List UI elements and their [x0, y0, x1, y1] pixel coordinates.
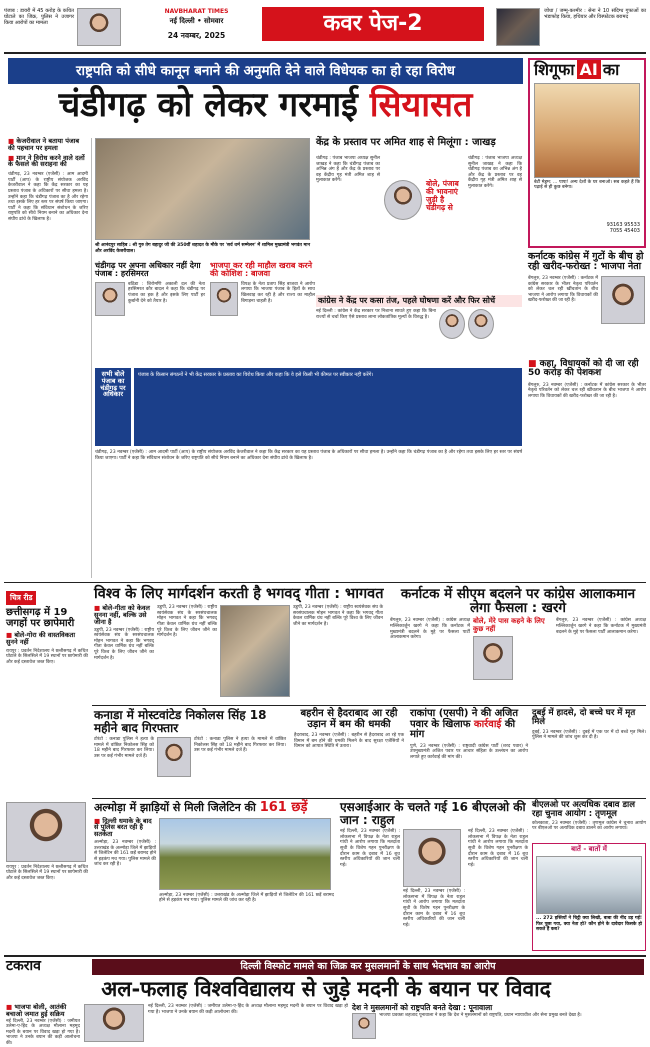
masthead-date: 24 नवम्बर, 2025	[167, 31, 226, 40]
bhagwat-body-3: उडुपी, 23 नवम्बर (एजेंसी) : राष्ट्रीय स्वयंसेवक संघ के सरसंघचालक मोहन भागवत ने कहा कि भगवद् गीता केवल धार्मिक ग्रंथ नहीं बल्कि पूरे विश्व के लिए जीवन जीने का मार्गदर्शन है।	[293, 605, 383, 627]
page-title: कवर पेज-2	[323, 11, 423, 36]
bahrain-headline: बहरीन से हैदराबाद आ रही उड़ान में बम की धमकी	[300, 708, 398, 730]
chitra-body: रायपुर : प्रवर्तन निदेशालय ने छत्तीसगढ़ में कथित घोटाले के सिलसिले में 19 स्थानों पर छापेमारी की और कई दस्तावेज जब्त किए।	[6, 648, 88, 665]
shigufa-suffix: का	[602, 60, 620, 79]
cartoon-image	[536, 856, 642, 914]
almora-headline-b: 161 छड़ें	[259, 800, 308, 815]
lead-photo	[95, 138, 310, 240]
left-teaser-box	[4, 6, 122, 48]
bahrain-story	[294, 709, 404, 795]
jakhar-photo	[384, 180, 422, 220]
rahul-story	[340, 801, 528, 951]
bajwa-photo	[210, 282, 238, 316]
shigufa-box	[528, 58, 646, 248]
shigufa-word: शिगूफा	[534, 60, 575, 79]
bottom-kicker-bar	[92, 959, 644, 975]
lead-kicker: राष्ट्रपति को सीधे कानून बनाने की अनुमति देने वाले विधेयक का हो रहा विरोध	[76, 63, 455, 79]
karnataka-side-headline: कर्नाटक कांग्रेस में गुटों के बीच हो रही खरीद-फरोख्त : भाजपा नेता	[528, 251, 644, 272]
bottom-kicker-row	[6, 959, 646, 977]
rahul-body-3: नई दिल्ली, 23 नवम्बर (एजेंसी) : लोकसभा में विपक्ष के नेता राहुल गांधी ने आरोप लगाया कि मतदाता सूची के विशेष गहन पुनरीक्षण के दौरान काम के दबाव में 16 बूथ स्तरीय अधिकारियों की जान चली गई।	[468, 829, 528, 868]
chitra-label: चित्र रीड	[6, 591, 36, 605]
ncp-headline	[410, 709, 528, 741]
masthead	[134, 5, 484, 45]
almora-body-2: अल्मोड़ा, 23 नवम्बर (एजेंसी) : उत्तराखंड के अल्मोड़ा जिले में झाड़ियों से जिलेटिन की 161 छड़ें बरामद होने से हड़कंप मच गया। पुलिस मामले की जांच कर रही है।	[159, 892, 334, 904]
shigufa-phone: 93163 95533	[606, 221, 640, 228]
bottom-body-2: नई दिल्ली, 23 नवम्बर (एजेंसी) : जमीयत उलेमा-ए-हिंद के अध्यक्ष मौलाना महमूद मदनी के बयान पर विवाद खड़ा हो गया है। भाजपा ने उनके बयान की कड़ी आलोचना की।	[148, 1004, 348, 1015]
masthead-rule	[4, 52, 646, 54]
page-title-bar	[262, 7, 484, 41]
publication-name: NAVBHARAT TIMES	[164, 8, 229, 15]
bottom-photo	[84, 1004, 144, 1042]
lead-headline-accent: सियासत	[369, 85, 473, 125]
ncp-headline-b: कार्रवाई	[473, 718, 502, 730]
almora-story	[94, 801, 334, 951]
bottom-headline: अल-फलाह विश्वविद्यालय से जुड़े मदनी के बयान पर विवाद	[101, 977, 551, 1001]
canada-body-2: टोरंटो : कनाडा पुलिस ने हत्या के मामले में वांछित निकोलस सिंह को 18 महीने बाद गिरफ्तार कर लिया। उस पर कई गंभीर मामले दर्ज हैं।	[194, 737, 286, 754]
poonawalla-story	[352, 1004, 646, 1042]
poonawalla-body: भाजपा प्रवक्ता शहजाद पूनावाला ने कहा कि देश ने मुसलमानों को राष्ट्रपति, प्रधान न्यायाधीश और सेना प्रमुख बनते देखा है।	[379, 1012, 582, 1018]
harsimrat-photo	[95, 282, 125, 316]
bottom-bullet: ■ भाजपा बोली, आतंकी बचाओ जमात हुई सक्रिय	[6, 1004, 80, 1018]
bhagwat-body: उडुपी, 23 नवम्बर (एजेंसी) : राष्ट्रीय स्वयंसेवक संघ के सरसंघचालक मोहन भागवत ने कहा कि भगवद् गीता केवल धार्मिक ग्रंथ नहीं बल्कि पूरे विश्व के लिए जीवन जीने का मार्गदर्शन है।	[94, 627, 154, 661]
tmc-body: कोलकाता, 23 नवम्बर (एजेंसी) : तृणमूल कांग्रेस ने चुनाव आयोग पर बीएलओ पर अत्यधिक दबाव डालने का आरोप लगाया।	[532, 820, 646, 832]
cartoon-title: बातें - बातों में	[571, 845, 607, 853]
dubai-body: दुबई, 23 नवम्बर (एजेंसी) : दुबई में एक घर में दो बच्चे मृत मिले। पुलिस ने मामले की जांच शुरू कर दी है।	[532, 729, 646, 741]
right-teaser: जोधा / जम्मू-कश्मीर : सेना ने 10 संदिग्ध गुफाओं का भंडाफोड़ किया, हथियार और विस्फोटक बरामद	[544, 8, 646, 20]
shigufa-ai: AI	[577, 60, 601, 79]
cong-photo-1	[439, 309, 465, 339]
lead-left-column	[8, 138, 88, 578]
lead-kicker-bar	[8, 58, 523, 84]
left-teaser: पंजाब : डायरी में 45 करोड़ के कथित घोटाले का जिक्र, पुलिस ने उजागर किया आरोपों का मामला	[4, 8, 74, 26]
bajwa-body: विपक्ष के नेता प्रताप सिंह बाजवा ने आरोप लगाया कि भाजपा पंजाब के हितों के साथ खिलवाड़ कर रही है और राज्य का माहौल बिगाड़ना चाहती है।	[241, 281, 315, 304]
rahul-body-2: नई दिल्ली, 23 नवम्बर (एजेंसी) : लोकसभा में विपक्ष के नेता राहुल गांधी ने आरोप लगाया कि मतदाता सूची के विशेष गहन पुनरीक्षण के दौरान काम के दबाव में 16 बूथ स्तरीय अधिकारियों की जान चली गई।	[403, 889, 465, 928]
harsimrat-story	[95, 262, 205, 362]
shigufa-phone-2: 7055 45403	[609, 227, 640, 234]
cong-photo-2	[468, 309, 494, 339]
bhagwat-bullet: ■ बोले-गीता को केवल सुनना नहीं, बल्कि उसे जीना है	[94, 605, 154, 625]
kharge-body: बेंगलुरु, 23 नवम्बर (एजेंसी) : कांग्रेस अध्यक्ष मल्लिकार्जुन खरगे ने कहा कि कर्नाटक में मुख्यमंत्री बदलने के मुद्दे पर फैसला पार्टी आलाकमान करेगा।	[390, 618, 470, 641]
rahul-body: नई दिल्ली, 23 नवम्बर (एजेंसी) : लोकसभा में विपक्ष के नेता राहुल गांधी ने आरोप लगाया कि मतदाता सूची के विशेष गहन पुनरीक्षण के दौरान काम के दबाव में 16 बूथ स्तरीय अधिकारियों की जान चली गई।	[340, 829, 400, 868]
harsimrat-body: बठिंडा : शिरोमणि अकाली दल की नेता हरसिमरत कौर बादल ने कहा कि चंडीगढ़ पर पंजाब का हक है और इसके लिए पार्टी हर कुर्बानी देने को तैयार है।	[128, 281, 205, 304]
jakhar-headline: केंद्र के प्रस्ताव पर अमित शाह से मिलूंगा : जाखड़	[316, 137, 496, 148]
jakhar-body: चंडीगढ़ : पंजाब भाजपा अध्यक्ष सुनील जाखड़ ने कहा कि चंडीगढ़ पंजाब का अभिन्न अंग है और केंद्र के प्रस्ताव पर वह केंद्रीय गृह मंत्री अमित शाह से मुलाकात करेंगे।	[316, 156, 380, 184]
bhagwat-headline: विश्व के लिए मार्गदर्शन करती है भगवद् गीता : भागवत	[94, 586, 384, 602]
bhagwat-story	[94, 587, 384, 702]
poonawalla-photo	[352, 1013, 376, 1039]
almora-photo	[159, 818, 331, 890]
jakhar-body-2: चंडीगढ़ : पंजाब भाजपा अध्यक्ष सुनील जाखड़ ने कहा कि चंडीगढ़ पंजाब का अभिन्न अंग है और केंद्र के प्रस्ताव पर वह केंद्रीय गृह मंत्री अमित शाह से मुलाकात करेंगे।	[468, 156, 522, 189]
lead-bullet-2: ■ मान ने विरोध करने वाले दलों के फैसले की सराहना की	[8, 155, 88, 169]
bottom-kicker: दिल्ली विस्फोट मामले का जिक्र कर मुसलमानों के साथ भेदभाव का आरोप	[240, 961, 496, 972]
rahul-headline: एसआईआर के चलते गई 16 बीएलओ की जान : राहुल	[340, 800, 526, 827]
bottom-tag: टकराव	[6, 958, 41, 974]
chitra-photo	[6, 802, 86, 862]
kharge-body-2: बेंगलुरु, 23 नवम्बर (एजेंसी) : कांग्रेस अध्यक्ष मल्लिकार्जुन खरगे ने कहा कि कर्नाटक में मुख्यमंत्री बदलने के मुद्दे पर फैसला पार्टी आलाकमान करेगा।	[556, 618, 646, 635]
karnataka-side-story	[528, 252, 646, 577]
lead-body: चंडीगढ़, 23 नवम्बर (एजेंसी) : आम आदमी पार्टी (आप) के राष्ट्रीय संयोजक अरविंद केजरीवाल ने कहा कि केंद्र सरकार का यह प्रस्ताव पंजाब के अधिकारों पर सीधा हमला है। उन्होंने कहा कि चंडीगढ़ पंजाब का है और रहेगा तथा इसके लिए हर स्तर पर संघर्ष किया जाएगा। पार्टी ने कहा कि संविधान संशोधन के जरिए राष्ट्रपति को सीधे नियम बनाने का अधिकार देना संघीय ढांचे के खिलाफ है।	[8, 172, 88, 222]
lead-photo-caption: श्री आनंदपुर साहिब : श्री गुरु तेग बहादुर जी की 350वीं शहादत के मौके पर 'सर्व धर्म सम्मेलन' में शामिल मुख्यमंत्री भगवंत मान और अरविंद केजरीवाल।	[95, 243, 310, 254]
kharge-photo	[473, 636, 513, 680]
lead-headline-main: चंडीगढ़ को लेकर गरमाई	[58, 85, 358, 125]
lead-continuation: चंडीगढ़, 23 नवम्बर (एजेंसी) : आम आदमी पार्टी (आप) के राष्ट्रीय संयोजक अरविंद केजरीवाल ने कहा कि केंद्र सरकार का यह प्रस्ताव पंजाब के अधिकारों पर सीधा हमला है। उन्होंने कहा कि चंडीगढ़ पंजाब का है और रहेगा तथा इसके लिए हर स्तर पर संघर्ष किया जाएगा। पार्टी ने कहा कि संविधान संशोधन के जरिए राष्ट्रपति को सीधे नियम बनाने का अधिकार देना संघीय ढांचे के खिलाफ है।	[95, 450, 522, 461]
shigufa-caption: बेटी मेड्रम: ... पापा! अन्य देशों के घर बनाओ। सब कहते हैं कि पढ़ाई से ही कुछ बनेगा।	[534, 179, 640, 191]
bhagwat-photo	[220, 605, 290, 697]
red-side-box	[95, 368, 131, 446]
almora-bullet: ■ दिल्ली धमाके के बाद से पुलिस बरत रही है सतर्कता	[94, 818, 156, 838]
jakhar-quote: बोले, पंजाब की भावनाएं जुड़ी है चंडीगढ़ से	[426, 179, 459, 212]
almora-headline	[94, 801, 334, 815]
almora-body: अल्मोड़ा, 23 नवम्बर (एजेंसी) : उत्तराखंड के अल्मोड़ा जिले में झाड़ियों से जिलेटिन की 161 छड़ें बरामद होने से हड़कंप मच गया। पुलिस मामले की जांच कर रही है।	[94, 840, 156, 868]
section-rule-2	[92, 705, 646, 706]
canada-story	[94, 709, 289, 795]
karnataka-side-body-2: बेंगलुरु, 23 नवम्बर (एजेंसी) : कर्नाटक में कांग्रेस सरकार के भीतर नेतृत्व परिवर्तन को लेकर चल रही खींचतान के बीच भाजपा ने आरोप लगाया कि विधायकों की खरीद-फरोख्त की जा रही है।	[528, 382, 646, 399]
section-rule	[4, 582, 646, 583]
cong-story	[316, 295, 522, 355]
canada-body: टोरंटो : कनाडा पुलिस ने हत्या के मामले में वांछित निकोलस सिंह को 18 महीने बाद गिरफ्तार कर लिया। उस पर कई गंभीर मामले दर्ज हैं।	[94, 737, 154, 759]
section-rule-3	[92, 798, 646, 799]
bottom-rule	[4, 955, 646, 957]
lead-bullet-1: ■ केजरीवाल ने बताया पंजाब की पहचान पर हमला	[8, 138, 88, 152]
chitra-body-2: रायपुर : प्रवर्तन निदेशालय ने छत्तीसगढ़ में कथित घोटाले के सिलसिले में 19 स्थानों पर छापेमारी की और कई दस्तावेज जब्त किए।	[6, 864, 88, 881]
chitra-column	[6, 585, 88, 955]
cartoon-box	[532, 843, 646, 951]
lead-headline	[8, 85, 523, 132]
poonawalla-headline: देश ने मुसलमानों को राष्ट्रपति बनते देखा : पूनावाला	[352, 1003, 493, 1012]
right-teaser-photo	[496, 8, 540, 46]
divider	[91, 138, 92, 578]
kharge-quote: बोले, मेरे पास कहने के लिए कुछ नहीं	[473, 617, 545, 633]
right-teaser-box	[496, 6, 646, 48]
bahrain-body: हैदराबाद, 23 नवम्बर (एजेंसी) : बहरीन से हैदराबाद आ रहे एक विमान में बम होने की धमकी मिलने के बाद सुरक्षा एजेंसियों ने विमान को आपात स्थिति में उतारा।	[294, 733, 404, 750]
kisan-box	[134, 368, 522, 446]
bhagwat-body-2: उडुपी, 23 नवम्बर (एजेंसी) : राष्ट्रीय स्वयंसेवक संघ के सरसंघचालक मोहन भागवत ने कहा कि भगवद् गीता केवल धार्मिक ग्रंथ नहीं बल्कि पूरे विश्व के लिए जीवन जीने का मार्गदर्शन है।	[157, 605, 217, 639]
rahul-photo	[403, 829, 461, 887]
canada-photo	[157, 737, 191, 777]
cong-body: नई दिल्ली : कांग्रेस ने केंद्र सरकार पर निशाना साधते हुए कहा कि बिना राज्यों से चर्चा किए ऐसे प्रस्ताव लाना लोकतांत्रिक मूल्यों के विरुद्ध है।	[316, 309, 436, 320]
bajwa-story	[210, 262, 315, 362]
ncp-body: पुणे, 23 नवम्बर (एजेंसी) : राष्ट्रवादी कांग्रेस पार्टी (शरद पवार) ने उपमुख्यमंत्री अजित पवार पर आचार संहिता के उल्लंघन का आरोप लगाते हुए कार्रवाई की मांग की।	[410, 743, 528, 760]
masthead-day: नई दिल्ली • सोमवार	[169, 17, 224, 25]
canada-headline: कनाडा में मोस्टवांटेड निकोलस सिंह 18 महीने बाद गिरफ्तार	[94, 708, 267, 735]
kharge-story	[390, 587, 646, 702]
kisan-body: पंजाब के किसान संगठनों ने भी केंद्र सरकार के प्रस्ताव का विरोध किया और कहा कि वे इसे किसी भी कीमत पर स्वीकार नहीं करेंगे।	[138, 372, 374, 378]
ncp-headline-c: की मांग	[410, 718, 516, 740]
kharge-headline: कर्नाटक में सीएम बदलने पर कांग्रेस आलाकमान लेगा फैसला : खरगे	[400, 586, 636, 617]
almora-headline-a: अल्मोड़ा में झाड़ियों से मिली जिलेटिन की	[94, 801, 256, 814]
left-teaser-photo	[77, 8, 121, 46]
bottom-body: नई दिल्ली, 23 नवम्बर (एजेंसी) : जमीयत उलेमा-ए-हिंद के अध्यक्ष मौलाना महमूद मदनी के बयान पर विवाद खड़ा हो गया है। भाजपा ने उनके बयान की कड़ी आलोचना की।	[6, 1018, 80, 1046]
karnataka-side-photo	[601, 276, 645, 324]
harsimrat-headline: चंडीगढ़ पर अपना अधिकार नहीं देगा पंजाब : हरसिमरत	[95, 261, 201, 279]
bottom-left	[6, 1003, 80, 1046]
ncp-story	[410, 709, 528, 795]
karnataka-side-bullet: ■ कहा, विधायकों को दी जा रही 50 करोड़ की पेशकश	[528, 360, 646, 379]
tmc-headline: बीएलओ पर अत्यधिक दबाव डाल रहा चुनाव आयोग : तृणमूल	[532, 800, 636, 819]
red-side-text: सभी बोले पंजाब का चंडीगढ़ पर अधिकार	[100, 370, 126, 399]
chitra-bullet: ■ बोले-गोरा की वास्तविकता सुनने नहीं	[6, 632, 88, 646]
ncp-headline-a: राकांपा (एसपी) ने की अजित पवार के खिलाफ	[410, 708, 519, 730]
karnataka-side-body: बेंगलुरु, 23 नवम्बर (एजेंसी) : कर्नाटक में कांग्रेस सरकार के भीतर नेतृत्व परिवर्तन को लेकर चल रही खींचतान के बीच भाजपा ने आरोप लगाया कि विधायकों की खरीद-फरोख्त की जा रही है।	[528, 275, 598, 304]
tmc-story	[532, 801, 646, 841]
cartoon-caption: ... 272 हस्तियों ने चिट्ठी क्या लिखी, बाबा की नींद उड़ गई! फिर पूछा गया, क्या नेता हो? कौन होने के दावेदार किसके हो सकते हैं कब?	[536, 916, 642, 933]
shigufa-title	[530, 60, 644, 81]
dubai-story	[532, 709, 646, 795]
cong-headline: कांग्रेस ने केंद्र पर कसा तंज, पहले घोषणा करें और फिर सोचें	[316, 295, 522, 307]
bajwa-headline: भाजपा कर रही माहौल खराब करने की कोशिश : बाजवा	[210, 261, 313, 279]
chitra-headline: छत्तीसगढ़ में 19 जगहों पर छापेमारी	[6, 607, 75, 629]
shigufa-image	[534, 83, 640, 178]
dubai-headline: दुबई में हादसे, दो बच्चे घर में मृत मिले	[532, 708, 636, 727]
